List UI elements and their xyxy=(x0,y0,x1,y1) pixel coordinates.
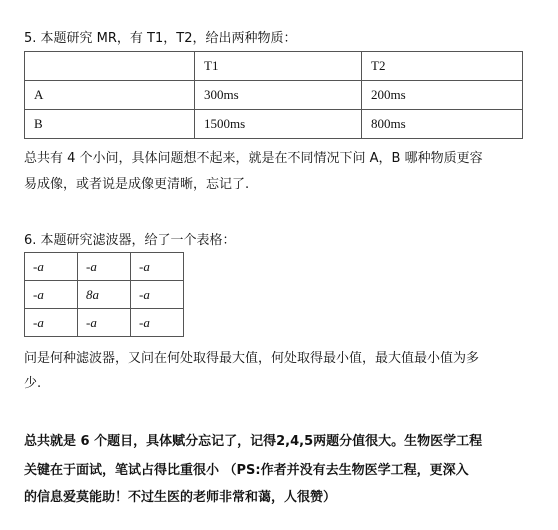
q6-note-line: 问是何种滤波器，又问在何处取得最大值，何处取得最小值，最大值最小值为多 xyxy=(24,351,480,366)
grid-cell: -a xyxy=(25,309,78,337)
table-row xyxy=(25,253,184,281)
q5-title: 5. 本题研究 MR，有 T1，T2，给出两种物质： xyxy=(24,31,297,46)
grid-cell: -a xyxy=(25,253,78,281)
q5-note-line: 易成像，或者说是成像更清晰，忘记了. xyxy=(24,177,250,192)
table-row xyxy=(25,281,184,309)
table-cell: A xyxy=(25,81,195,110)
table-row xyxy=(25,52,523,81)
table-cell xyxy=(25,52,195,81)
summary-line: 总共就是 6 个题目，具体赋分忘记了，记得2,4,5两题分值很大。生物医学工程 xyxy=(24,434,483,449)
table-row xyxy=(25,309,184,337)
grid-cell: 8a xyxy=(78,281,131,309)
filter-grid xyxy=(24,252,184,337)
q5-note-line: 总共有 4 个小问，具体问题想不起来，就是在不同情况下问 A，B 哪种物质更容 xyxy=(24,151,483,166)
table-cell: B xyxy=(25,110,195,139)
summary-line: 关键在于面试，笔试占得比重很小 （PS:作者并没有去生物医学工程，更深入 xyxy=(24,463,469,478)
table-cell: 300ms xyxy=(195,81,362,110)
table-cell: 800ms xyxy=(362,110,523,139)
table-cell: T2 xyxy=(362,52,523,81)
table-cell: T1 xyxy=(195,52,362,81)
grid-cell: -a xyxy=(131,253,184,281)
grid-cell: -a xyxy=(131,281,184,309)
q6-note-line: 少. xyxy=(24,376,42,391)
table-cell: 1500ms xyxy=(195,110,362,139)
mr-table xyxy=(24,51,523,139)
grid-cell: -a xyxy=(78,309,131,337)
grid-cell: -a xyxy=(78,253,131,281)
table-cell: 200ms xyxy=(362,81,523,110)
q6-title: 6. 本题研究滤波器，给了一个表格： xyxy=(24,233,236,248)
summary-line: 的信息爱莫能助！不过生医的老师非常和蔼，人很赞） xyxy=(24,490,337,505)
grid-cell: -a xyxy=(131,309,184,337)
grid-cell: -a xyxy=(25,281,78,309)
table-row xyxy=(25,81,523,110)
table-row xyxy=(25,110,523,139)
